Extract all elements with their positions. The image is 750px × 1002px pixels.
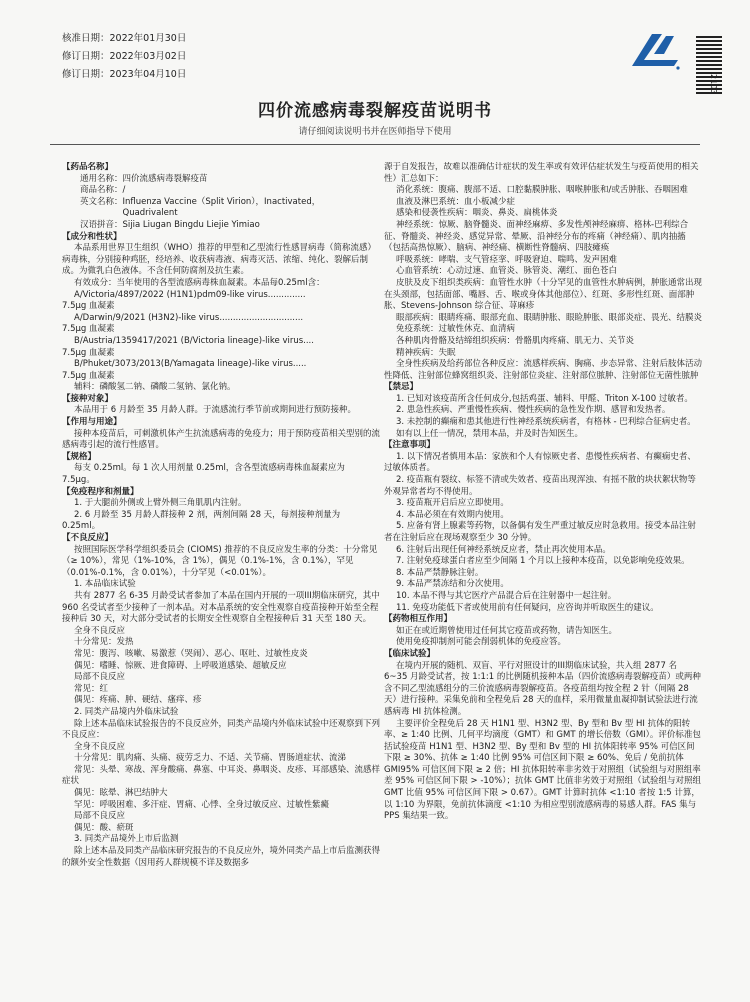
- text-line: 2. 6 月龄至 35 月龄人群接种 2 剂，两剂间隔 28 天，每剂接种剂量为 0.25ml。: [62, 509, 341, 532]
- text-line: 在境内开展的随机、双盲、平行对照设计的III期临床试验，共入组 2877 名 6~35 月龄受试者，按 1:1:1 的比例随机接种本品（四价流感病毒裂解疫苗）或两种含不同乙型流感组分的三价流感病毒裂解疫苗。各疫苗组均按全程 2 针（间隔 28 天）进行接种。采集免前和全程免后 28 天的血样，采用微量血凝抑制试验法进行流感病毒 HI 抗体检测。: [384, 660, 701, 717]
- text-line: 常见：头晕、寒战、浑身酸痛、鼻塞、中耳炎、鼻咽炎、皮疹、耳部感染、流感样症状: [62, 764, 380, 787]
- left-column: [62, 162, 380, 1002]
- text-line: 7.5μg 血凝素: [62, 370, 115, 381]
- page-subtitle: 请仔细阅读说明书并在医师指导下使用: [298, 127, 452, 137]
- text-line: 神经系统：惊厥、脑脊髓炎、面神经麻痹、多发性颅神经麻痹、格林-巴利综合征、脊髓炎、神经炎、感觉异常、晕厥、沿神经分布的疼痛（神经痛）、肌肉抽搐（包括高热惊厥）、脑病、神经痛、横断性脊髓病、四肢瘫痪: [384, 219, 689, 254]
- text-line: 3. 疫苗瓶开启后应立即使用。: [396, 498, 509, 509]
- text-line: 偶见：酸、瘀斑: [74, 822, 134, 833]
- text-line: 5. 应备有肾上腺素等药物，以备偶有发生严重过敏反应时急救用。接受本品注射者在注射后应在现场观察至少 30 分钟。: [384, 521, 696, 543]
- text-line: 源于自发报告，故难以准确估计症状的发生率或有效评估症状发生与疫苗使用的相关性）汇总如下：: [384, 162, 699, 184]
- divider: [50, 144, 700, 145]
- text-line: 共有 2877 名 6-35 月龄受试者参加了本品在国内开展的一项III期临床研究，其中 960 名受试者至少接种了一剂本品。对本品系统的安全性观察自疫苗接种开始至全程接种后 30 天，对大部分受试者的长期安全性观察自全程接种后 31 天至 180 天。: [62, 590, 380, 625]
- text-line: 除上述本品及同类产品临床研究报告的不良反应外，境外同类产品上市后监测获得的额外安全性数据（因用药人群规模不详及数据多: [62, 846, 380, 868]
- text-line: 全身性疾病及给药部位各种反应：流感样疾病、胸痛、步态异常、注射后肢体活动性降低、注射部位蜂窝组织炎、注射部位炎症、注射部位脓肿、注射部位无菌性脓肿: [384, 359, 702, 381]
- approve-date: 核准日期：2022年01月30日: [62, 33, 187, 44]
- revise-date-2: 修订日期：2023年04月10日: [62, 69, 187, 80]
- text-line: 7.5μg 血凝素: [62, 301, 115, 312]
- text-line: 英文名称：Influenza Vaccine（Split Virion），Inactivated，: [80, 196, 321, 207]
- text-line: 6. 注射后出现任何神经系统反应者，禁止再次使用本品。: [396, 544, 611, 555]
- text-line: 常见：红: [74, 683, 109, 694]
- text-line: 7.5μg 血凝素: [62, 347, 115, 358]
- section-heading: 【作用与用途】: [62, 417, 122, 428]
- text-line: 全身不良反应: [74, 625, 126, 636]
- text-line: 7.5μg 血凝素: [62, 324, 115, 335]
- text-line: 2. 同类产品境内外临床试验: [74, 706, 179, 717]
- section-heading: 【不良反应】: [62, 533, 114, 543]
- revise-date-1: 修订日期：2022年03月02日: [62, 51, 187, 62]
- text-line: 1. 以下情况者慎用本品：家族和个人有惊厥史者、患慢性疾病者、有癫痫史者、过敏体质者。: [384, 451, 696, 474]
- date-block: [62, 30, 186, 84]
- text-line: 通用名称：四价流感病毒裂解疫苗: [80, 173, 208, 184]
- text-line: 汉语拼音：Sijia Liugan Bingdu Liejie Yimiao: [80, 219, 260, 230]
- text-line: 辅料：磷酸氢二钠、磷酸二氢钠、氯化钠。: [74, 382, 236, 393]
- text-line: 精神疾病：失眠: [396, 347, 456, 358]
- text-line: 11. 免疫功能低下者或使用前有任何疑问，应咨询并听取医生的建议。: [396, 602, 659, 613]
- text-line: 血液及淋巴系统：血小板减少症: [396, 196, 516, 207]
- text-line: 1. 本品临床试验: [74, 579, 136, 590]
- text-line: 8. 本品严禁静脉注射。: [396, 567, 484, 578]
- text-line: A/Victoria/4897/2022 (H1N1)pdm09-like virus..............: [74, 289, 306, 300]
- text-line: 偶见：疼痛、肿、硬结、瘙痒、疹: [74, 695, 202, 706]
- text-line: 10. 本品不得与其它医疗产品混合后在注射器中一起注射。: [396, 590, 617, 601]
- text-line: 主要评价全程免后 28 天 H1N1 型、H3N2 型、By 型和 Bv 型 HI 抗体的阳转率、≥ 1:40 比例、几何平均滴度（GMT）和 GMT 的增长倍数（GMI）。评价标准包括试验疫苗 H1N1 型、H3N2 型、By 型和 Bv 型的 HI 抗体阳转率 95% 可信区间下限 ≥ 30%、抗体 ≥ 1:40 比例 95% 可信区间下限 ≥ 60%、免后 / 免前抗体 GMI95% 可信区间下限 ≥ 2 倍；HI 抗体阳转率非劣效于对照组（试验组与对照组率差 95% 可信区间下限 > -10%）；抗体 GMT 比值非劣效于对照组（试验组与对照组 GMT 比值 95% 可信区间下限 > 0.67）。GMT 计算时抗体 <1:10 者按 1:5 计算，以 1:10 为界限，免前抗体滴度 <1:10 为相应型别流感病毒的易感人群。FAS 集与 PPS 集结果一致。: [384, 718, 702, 822]
- text-line: 1. 已知对该疫苗所含任何成分,包括鸡蛋、辅料、甲醛、Triton X-100 过敏者。: [396, 393, 693, 404]
- text-line: 1. 于大腿前外侧或上臂外侧三角肌肌内注射。: [74, 498, 247, 509]
- text-line: 如有以上任一情况，禁用本品，并及时告知医生。: [396, 428, 584, 439]
- text-line: 本品系用世界卫生组织（WHO）推荐的甲型和乙型流行性感冒病毒（简称流感）病毒株，分别接种鸡胚，经培养、收获病毒液、病毒灭活、浓缩、纯化、裂解后制成。为微乳白色液体。不含任何防腐剂及抗生素。: [62, 243, 376, 277]
- text-line: 2. 疫苗瓶有裂纹、标签不清或失效者、疫苗出现浑浊、有摇不散的块状絮状物等外观异常者均不得使用。: [384, 475, 696, 497]
- text-line: 如正在或近期曾使用过任何其它疫苗或药物，请告知医生。: [396, 625, 618, 636]
- text-line: 偶见：眩晕、淋巴结肿大: [74, 788, 168, 799]
- product-code: 2103: [709, 74, 718, 95]
- text-line: 免疫系统：过敏性休克、血清病: [396, 324, 516, 335]
- text-line: 心血管系统：心动过速、血管炎、脉管炎、潮红、面色苍白: [396, 266, 618, 277]
- text-line: 十分常见：肌肉痛、头痛、疲劳乏力、不适、关节痛、胃肠道症状、流涕: [74, 753, 347, 764]
- text-line: 有效成分：当年使用的各型流感病毒株血凝素。本品每0.25ml含：: [74, 277, 325, 288]
- text-line: 7. 注射免疫球蛋白者应至少间隔 1 个月以上接种本疫苗，以免影响免疫效果。: [396, 556, 690, 567]
- text-line: 3. 同类产品境外上市后监测: [74, 834, 179, 845]
- section-heading: 【临床试验】: [384, 648, 436, 659]
- text-line: 每支 0.25ml。每 1 次人用剂量 0.25ml，含各型流感病毒株血凝素应为 7.5μg。: [62, 463, 345, 486]
- text-line: B/Phuket/3073/2013(B/Yamagata lineage)-like virus.....: [74, 359, 307, 370]
- text-line: 本品用于 6 月龄至 35 月龄人群。于流感流行季节前或期间进行预防接种。: [74, 405, 357, 416]
- text-line: 4. 本品必须在有效期内使用。: [396, 509, 509, 520]
- section-heading: 【药品名称】: [62, 162, 114, 172]
- text-line: 感染和侵袭性疾病：咽炎、鼻炎、扁桃体炎: [396, 208, 558, 219]
- text-line: 常见：腹泻、咳嗽、易激惹（哭闹）、恶心、呕吐、过敏性皮炎: [74, 648, 308, 659]
- text-line: 偶见：嗜睡、惊厥、进食障碍、上呼吸道感染、超敏反应: [74, 660, 287, 671]
- text-line: 眼部疾病：眼睛疼痛、眼部充血、眼睛肿胀、眼睑肿胀、眼部炎症、畏光、结膜炎: [396, 312, 702, 323]
- text-line: 9. 本品严禁冻结和分次使用。: [396, 579, 509, 590]
- text-line: 罕见：呼吸困难、多汗症、胃痛、心悸、全身过敏反应、过敏性紫癜: [74, 799, 330, 810]
- text-line: 使用免疫抑制剂可能会削弱机体的免疫应答。: [396, 637, 567, 648]
- text-line: 全身不良反应: [74, 741, 126, 752]
- text-line: 按照国际医学科学组织委员会 (CIOMS) 推荐的不良反应发生率的分类：十分常见（≥ 10%），常见（1%-10%，含 1%），偶见（0.1%-1%，含 0.1%），罕见（0.01%-0.1%，含 0.01%），十分罕见（<0.01%）。: [62, 544, 378, 578]
- text-line: 接种本疫苗后，可刺激机体产生抗流感病毒的免疫力；用于预防疫苗相关型别的流感病毒引起的流行性感冒。: [62, 428, 380, 451]
- text-line: 除上述本品临床试验报告的不良反应外，同类产品境内外临床试验中还观察到下列不良反应：: [62, 718, 380, 741]
- text-line: B/Austria/1359417/2021 (B/Victoria lineage)-like virus....: [74, 335, 314, 346]
- right-column: [384, 162, 702, 1002]
- text-line: 局部不良反应: [74, 672, 126, 683]
- section-heading: 【注意事项】: [384, 440, 436, 451]
- text-line: 3. 未控制的癫痫和患其他进行性神经系统疾病者，有格林 - 巴利综合征病史者。: [396, 417, 696, 428]
- section-heading: 【禁忌】: [384, 382, 419, 393]
- section-heading: 【接种对象】: [62, 393, 114, 404]
- text-line: 2. 患急性疾病、严重慢性疾病、慢性疾病的急性发作期、感冒和发热者。: [396, 405, 671, 416]
- text-line: 商品名称：/: [80, 185, 126, 196]
- text-line: 消化系统：腹痛、腹部不适、口腔黏膜肿胀、咽喉肿胀和/或舌肿胀、吞咽困难: [396, 185, 688, 196]
- text-line: 各种肌肉骨骼及结缔组织疾病：骨骼肌肉疼痛、肌无力、关节炎: [396, 335, 635, 346]
- text-line: 呼吸系统：哮喘、支气管痉挛、呼吸窘迫、喘鸣、发声困难: [396, 254, 618, 265]
- section-heading: 【成分和性状】: [62, 231, 122, 242]
- page-title: 四价流感病毒裂解疫苗说明书: [258, 101, 492, 121]
- text-line: 十分常见：发热: [74, 637, 134, 648]
- text-line: 局部不良反应: [74, 811, 126, 822]
- text-line: A/Darwin/9/2021 (H3N2)-like virus...............................: [74, 312, 304, 323]
- section-heading: 【药物相互作用】: [384, 614, 453, 625]
- section-heading: 【规格】: [62, 451, 97, 462]
- section-heading: 【免疫程序和剂量】: [62, 486, 139, 497]
- text-line: Quadrivalent: [80, 208, 178, 219]
- company-logo-icon: [630, 30, 682, 70]
- text-line: 皮肤及皮下组织类疾病：血管性水肿（十分罕见的血管性水肿病例，肿胀通常出现在头颈部，包括面部、嘴唇、舌、喉或身体其他部位）、红斑、多形性红斑、面部肿胀、Stevens-Johnson 综合征、荨麻疹: [384, 277, 702, 312]
